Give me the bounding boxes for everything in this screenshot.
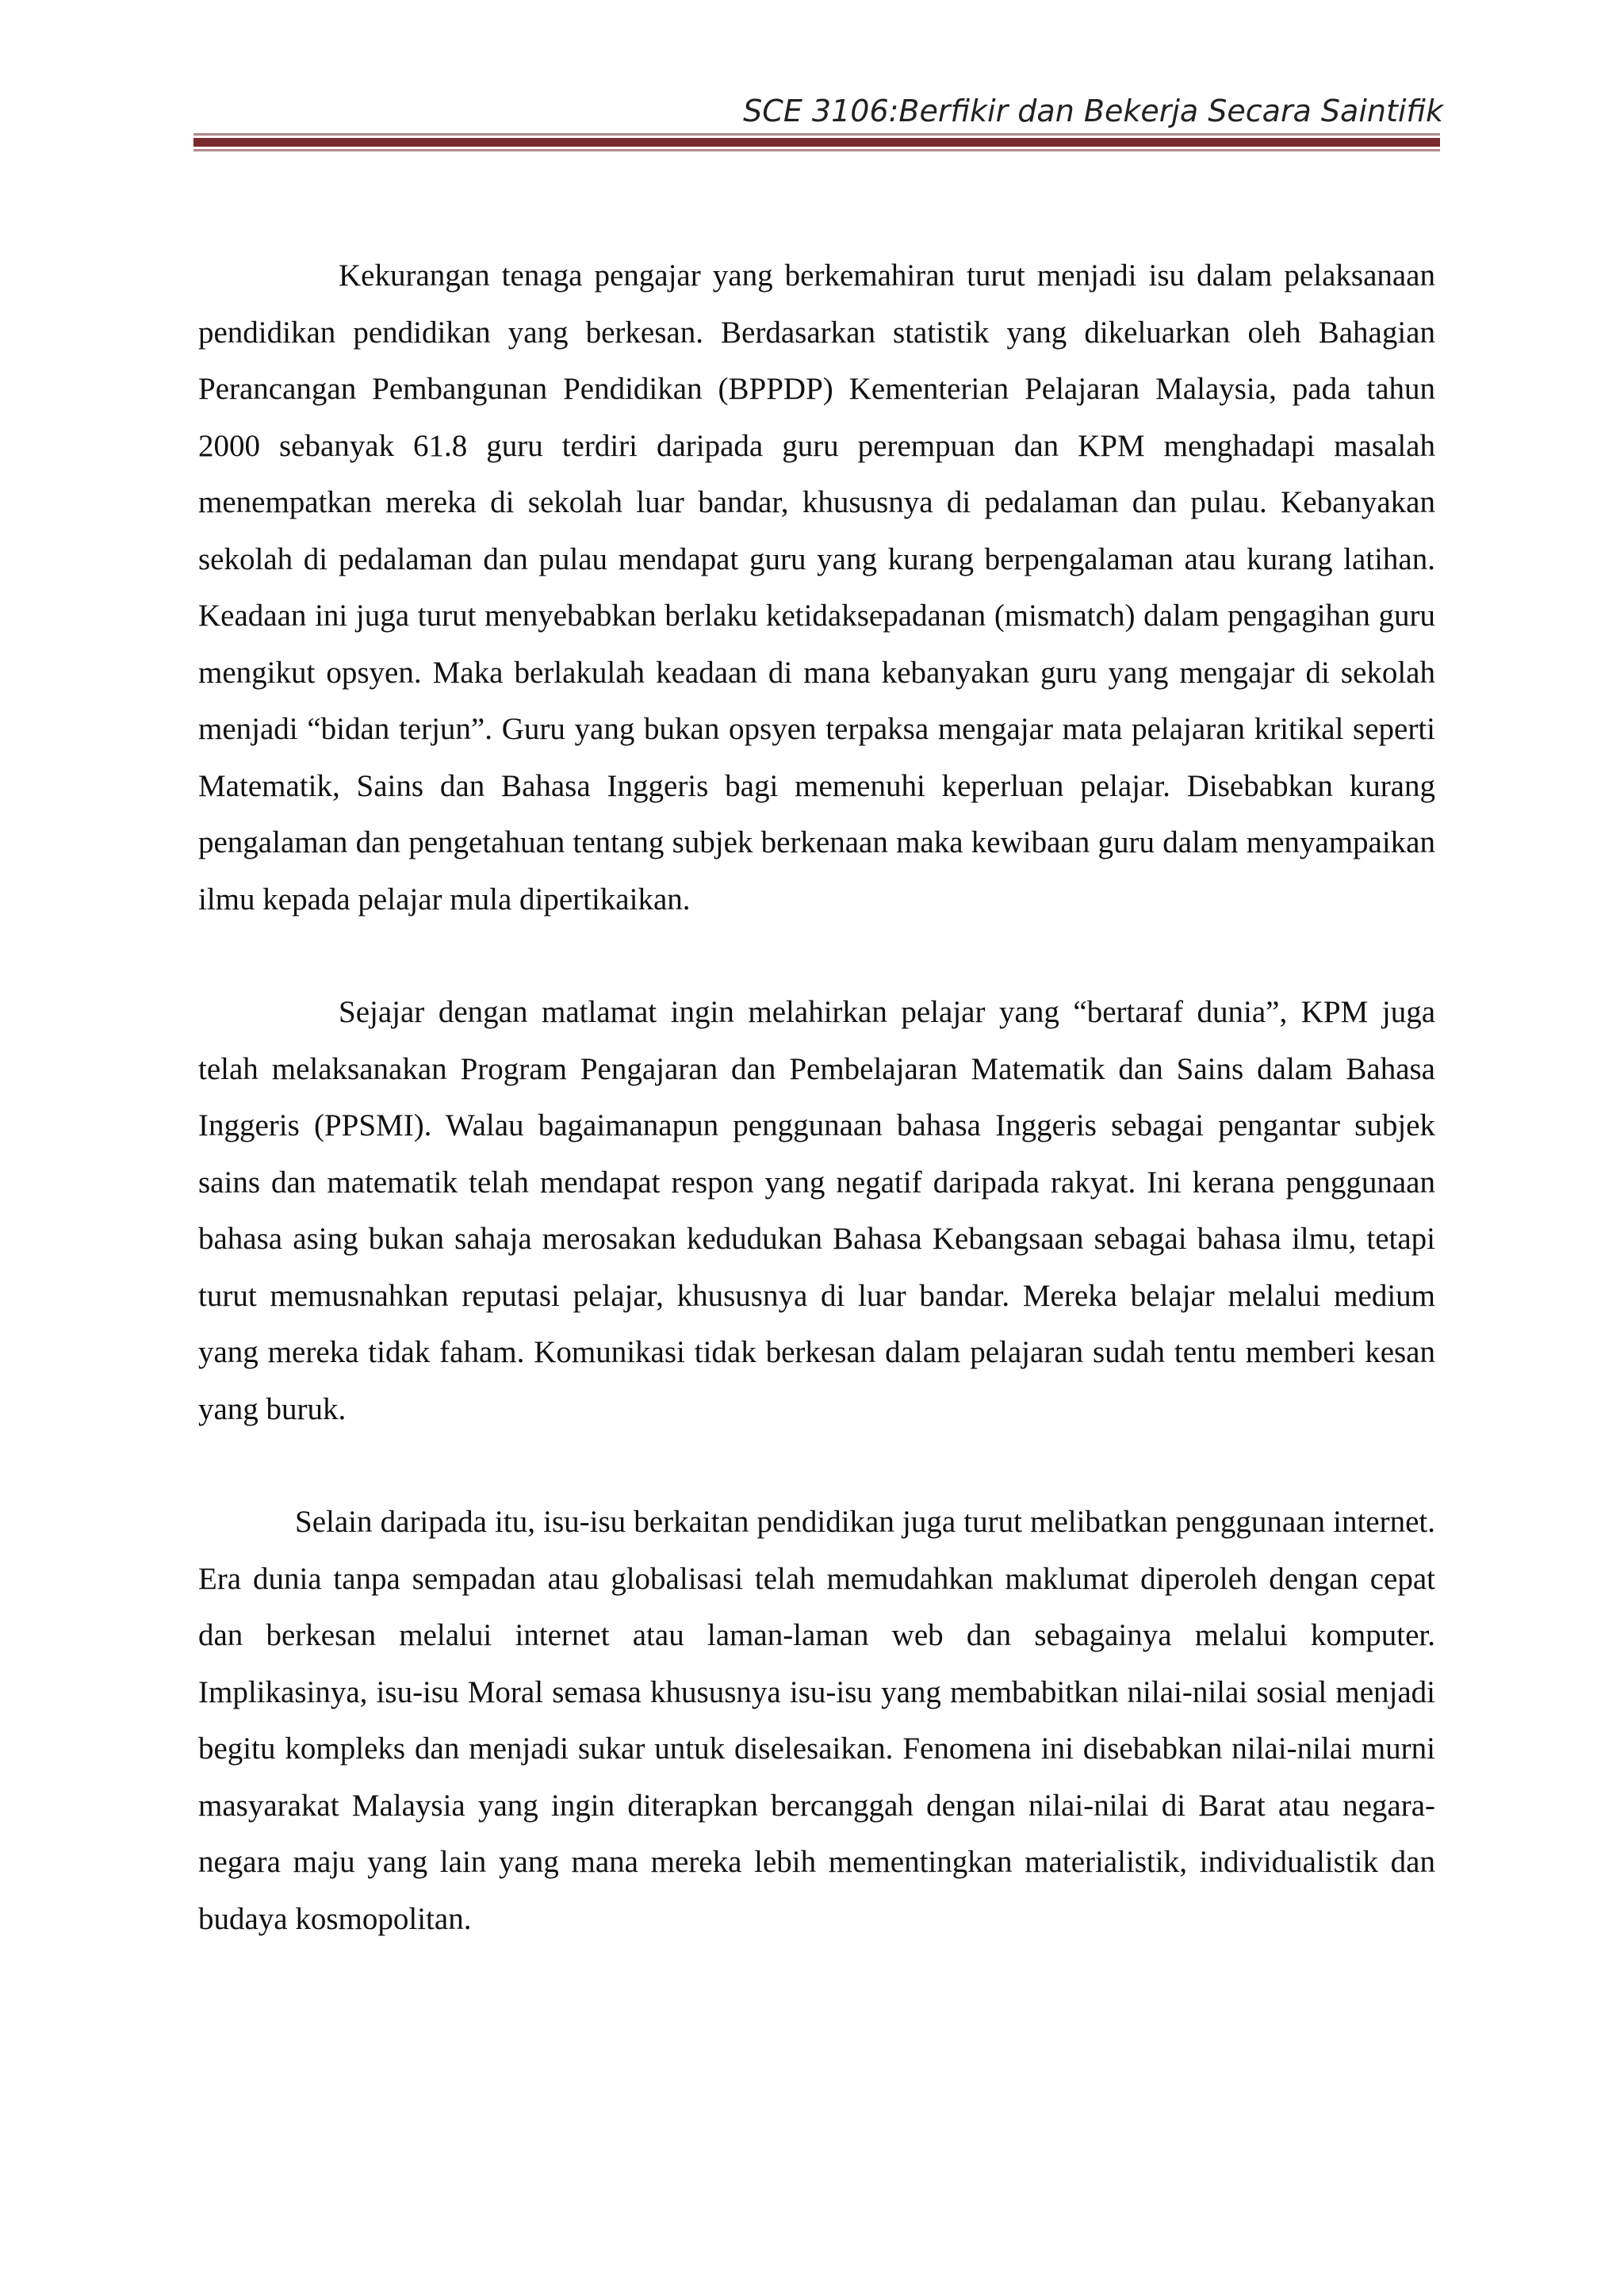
paragraph-internet: Selain daripada itu, isu-isu berkaitan pendidikan juga turut melibatkan penggunaan internet. Era dunia tanpa sempadan atau globalisasi telah memudahkan maklumat diperoleh dengan cepat dan berkesan melalui internet atau laman-laman web dan sebagainya melalui komputer. Implikasinya, isu-isu Moral semasa khususnya isu-isu yang membabitkan nilai-nilai sosial menjadi begitu kompleks dan menjadi sukar untuk diselesaikan. Fenomena ini disebabkan nilai-nilai murni masyarakat Malaysia yang ingin diterapkan bercanggah dengan nilai-nilai di Barat atau negara-negara maju yang lain yang mana mereka lebih mementingkan materialistik, individualistik dan budaya kosmopolitan. — [198, 1505, 1435, 1936]
header-rule-thin-top — [193, 133, 1440, 136]
paragraph-ppsmi: Sejajar dengan matlamat ingin melahirkan pelajar yang “bertaraf dunia”, KPM juga telah melaksanakan Program Pengajaran dan Pembelajaran Matematik dan Sains dalam Bahasa Inggeris (PPSMI). Walau bagaimanapun penggunaan bahasa Inggeris sebagai pengantar subjek sains dan matematik telah mendapat respon yang negatif daripada rakyat. Ini kerana penggunaan bahasa asing bukan sahaja merosakan kedudukan Bahasa Kebangsaan sebagai bahasa ilmu, tetapi turut memusnahkan reputasi pelajar, khususnya di luar bandar. Mereka belajar melalui medium yang mereka tidak faham. Komunikasi tidak berkesan dalam pelajaran sudah tentu memberi kesan yang buruk. — [198, 995, 1435, 1426]
header-rule-thin-bottom — [193, 149, 1440, 151]
paragraph-teacher-shortage: Kekurangan tenaga pengajar yang berkemahiran turut menjadi isu dalam pelaksanaan pendidikan pendidikan yang berkesan. Berdasarkan statistik yang dikeluarkan oleh Bahagian Perancangan Pembangunan Pendidikan (BPPDP) Kementerian Pelajaran Malaysia, pada tahun 2000 sebanyak 61.8 guru terdiri daripada guru perempuan dan KPM menghadapi masalah menempatkan mereka di sekolah luar bandar, khususnya di pedalaman dan pulau. Kebanyakan sekolah di pedalaman dan pulau mendapat guru yang kurang berpengalaman atau kurang latihan. Keadaan ini juga turut menyebabkan berlaku ketidaksepadanan (mismatch) dalam pengagihan guru mengikut opsyen. Maka berlakulah keadaan di mana kebanyakan guru yang mengajar di sekolah menjadi “bidan terjun”. Guru yang bukan opsyen terpaksa mengajar mata pelajaran kritikal seperti Matematik, Sains dan Bahasa Inggeris bagi memenuhi keperluan pelajar. Disebabkan kurang pengalaman dan pengetahuan tentang subjek berkenaan maka kewibaan guru dalam menyampaikan ilmu kepada pelajar mula dipertikaikan. — [198, 258, 1435, 916]
document-body — [198, 247, 1435, 1947]
header-rule-thick — [193, 138, 1440, 147]
page-header-title: SCE 3106:Berfikir dan Bekerja Secara Saintifik — [743, 94, 1443, 128]
